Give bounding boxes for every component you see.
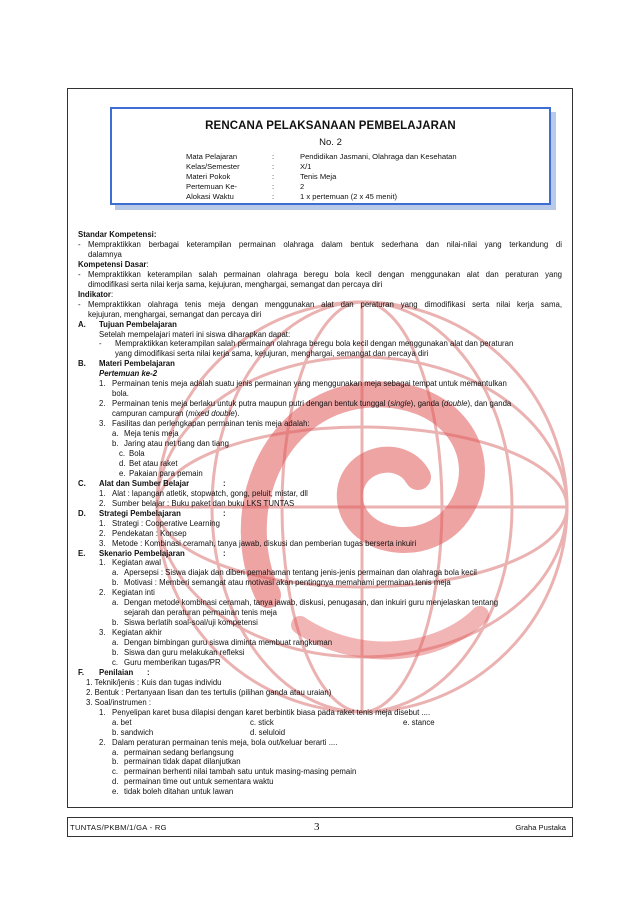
materi-item-1: 1. Permainan tenis meja adalah suatu jenis permainan yang menggunakan meja sebagai tempat untuk memantulkan xyxy=(99,379,507,389)
section-a-item-cont: yang dimodifikasi serta nilai kerja sama, kejujuran, menghargai, semangat dan percaya diri xyxy=(115,349,429,359)
strategi-item-1: 1. Strategi : Cooperative Learning xyxy=(99,518,220,528)
soal-1-option-e: e. stance xyxy=(403,717,435,727)
soal-2: 2. Dalam peraturan permainan tenis meja, bola out/keluar berarti .... xyxy=(99,737,338,747)
soal-1-options-row-1 xyxy=(78,718,562,728)
strategi-item-2: 2. Pendekatan : Konsep xyxy=(99,528,187,538)
document-title: RENCANA PELAKSANAAN PEMBELAJARAN xyxy=(205,120,456,132)
fasilitas-item-b: b. Jaring atau net tiang dan tiang xyxy=(112,439,229,449)
page-footer xyxy=(67,817,573,837)
footer-publisher: Graha Pustaka xyxy=(515,823,566,832)
soal-2-option-a: a. permainan sedang berlangsung xyxy=(112,747,234,757)
kegiatan-awal-b: b. Motivasi : Memberi semangat atau motivasi akan pentingnya memahami permainan tenis meja xyxy=(112,578,451,588)
soal-2-option-d: d. permainan time out untuk sementara waktu xyxy=(112,777,274,787)
fasilitas-item-a: a. Meja tenis meja xyxy=(112,429,179,439)
soal-1-option-a: a. bet xyxy=(112,717,132,727)
indikator-heading: Indikator: xyxy=(78,289,114,299)
section-d-heading: D. Strategi Pembelajaran : xyxy=(78,508,226,518)
alat-item-1: 1. Alat : lapangan atletik, stopwatch, gong, peluit, mistar, dll xyxy=(99,488,308,498)
section-c-heading: C. Alat dan Sumber Belajar : xyxy=(78,478,226,488)
sk-text: - Mempraktikkan berbagai keterampilan permainan olahraga dalam bentuk sederhana dan nilai-nilai yang terkandung di xyxy=(78,239,562,249)
kegiatan-akhir-b: b. Siswa dan guru melakukan refleksi xyxy=(112,648,245,658)
soal-2-option-b: b. permainan tidak dapat dilanjutkan xyxy=(112,757,241,767)
kd-text-cont: dimodifikasi serta nilai kerja sama, kejujuran, menghargai, semangat dan percaya diri xyxy=(88,279,383,289)
materi-item-2: 2. Permainan tenis meja berlaku untuk putra maupun putri dengan bentuk tunggal (single), ganda (double), dan ganda xyxy=(99,399,512,409)
soal-1: 1. Penyelipan karet busa dilapisi dengan karet berbintik biasa pada raket tenis meja disebut .... xyxy=(99,707,431,717)
alat-item-2: 2. Sumber belajar : Buku paket dan buku LKS TUNTAS xyxy=(99,498,295,508)
sk-text-cont: dalamnya xyxy=(88,249,122,259)
kd-text: - Mempraktikkan keterampilan salah permainan olahraga beregu bola kecil dengan menggunakan alat dan peraturan yang xyxy=(78,269,562,279)
fasilitas-item-e: e. Pakaian para pemain xyxy=(119,468,203,478)
document-number: No. 2 xyxy=(319,137,342,148)
document-body xyxy=(78,230,562,797)
skenario-item-1: 1. Kegiatan awal xyxy=(99,558,161,568)
skenario-item-3: 3. Kegiatan akhir xyxy=(99,628,162,638)
section-f-heading: F. Penilaian : xyxy=(78,667,150,677)
section-e-heading: E. Skenario Pembelajaran : xyxy=(78,548,226,558)
materi-item-3: 3. Fasilitas dan perlengkapan permainan tenis meja adalah: xyxy=(99,419,310,429)
kegiatan-inti-b: b. Siswa berlatih soal-soal/uji kompetensi xyxy=(112,618,258,628)
materi-item-1-cont: bola. xyxy=(112,389,129,399)
indikator-text-cont: kejujuran, menghargai, semangat dan percaya diri xyxy=(88,309,262,319)
section-a-item: - Mempraktikkan keterampilan salah permainan olahraga beregu bola kecil dengan menggunakan alat dan peraturan xyxy=(99,339,514,349)
soal-1-option-b: b. sandwich xyxy=(112,727,154,737)
penilaian-item-3: 3. Soal/instrumen : xyxy=(86,697,152,707)
kd-heading: Kompetensi Dasar: xyxy=(78,259,149,269)
materi-item-2-cont: campuran campuran (mixed double). xyxy=(112,409,240,419)
penilaian-item-1: 1. Teknik/jenis : Kuis dan tugas individu xyxy=(86,677,222,687)
skenario-item-2: 2. Kegiatan inti xyxy=(99,588,155,598)
penilaian-item-2: 2. Bentuk : Pertanyaan lisan dan tes tertulis (pilihan ganda atau uraian) xyxy=(86,687,332,697)
section-b-subheading: Pertemuan ke-2 xyxy=(99,369,158,379)
section-a-heading: A. Tujuan Pembelajaran xyxy=(78,319,177,329)
soal-1-option-c: c. stick xyxy=(250,717,274,727)
section-b-heading: B. Materi Pembelajaran xyxy=(78,359,175,369)
kegiatan-awal-a: a. Apersepsi : Siswa diajak dan diberi pemahaman tentang jenis-jenis permainan dan olahraga bola kecil xyxy=(112,568,477,578)
sk-heading: Standar Kompetensi: xyxy=(78,230,157,239)
soal-1-options-row-2 xyxy=(78,728,562,738)
kegiatan-inti-a-cont: sejarah dan peraturan permainan tenis meja xyxy=(124,608,277,618)
soal-1-option-d: d. seluloid xyxy=(250,727,286,737)
header-box: RENCANA PELAKSANAAN PEMBELAJARAN No. 2 Mata Pelajaran : Pendidikan Jasmani, Olahraga dan Kesehatan Kelas/Semester : X/1 Materi Pokok : Tenis Meja Pertemuan Ke- : 2 Alokasi Waktu : 1 x pertemuan (2 x 45 menit) xyxy=(110,107,551,205)
page-number: 3 xyxy=(314,821,320,833)
kegiatan-inti-a: a. Dengan metode kombinasi ceramah, tanya jawab, diskusi, penugasan, dan inkuiri guru menjelaskan tentang xyxy=(112,598,499,608)
fasilitas-item-c: c. Bola xyxy=(119,448,145,458)
kegiatan-akhir-a: a. Dengan bimbingan guru siswa diminta membuat rangkuman xyxy=(112,638,333,648)
fasilitas-item-d: d. Bet atau raket xyxy=(119,458,178,468)
section-a-intro: Setelah mempelajari materi ini siswa diharapkan dapat: xyxy=(99,329,291,339)
indikator-text: - Mempraktikkan olahraga tenis meja dengan menggunakan alat dan peraturan yang dimodifikasi serta nilai kerja sama, xyxy=(78,299,562,309)
strategi-item-3: 3. Metode : Kombinasi ceramah, tanya jawab, diskusi dan pemberian tugas berserta inkuiri xyxy=(99,538,417,548)
soal-2-option-c: c. permainan berhenti nilai tambah satu untuk masing-masing pemain xyxy=(112,767,357,777)
soal-2-option-e: e. tidak boleh ditahan untuk lawan xyxy=(112,787,234,797)
footer-code: TUNTAS/PKBM/1/GA - RG xyxy=(70,823,167,832)
kegiatan-akhir-c: c. Guru memberikan tugas/PR xyxy=(112,657,221,667)
